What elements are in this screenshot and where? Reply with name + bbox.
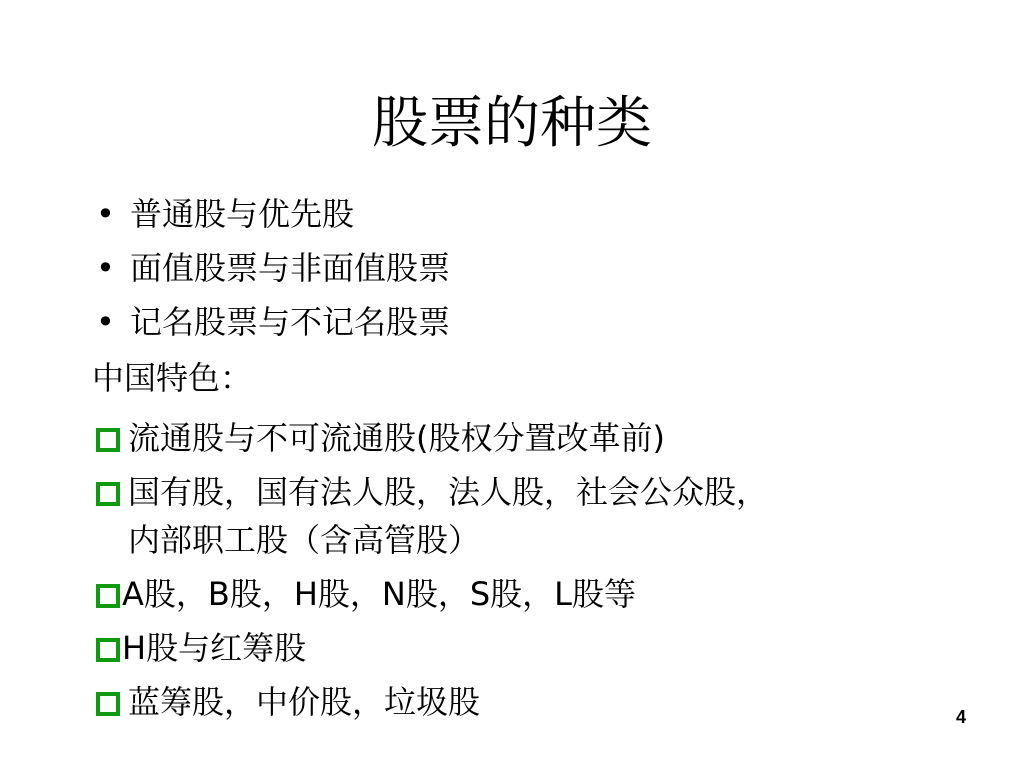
slide-title: 股票的种类 bbox=[372, 91, 652, 156]
square-bullet-text-continuation: 内部职工股（含高管股） bbox=[128, 521, 481, 559]
square-bullet-item bbox=[92, 570, 952, 618]
square-bullet-list bbox=[92, 414, 952, 732]
bullet-text: 记名股票与不记名股票 bbox=[130, 303, 451, 341]
hollow-square-icon bbox=[96, 692, 120, 716]
hollow-square-icon bbox=[96, 428, 120, 452]
hollow-square-icon bbox=[96, 638, 120, 662]
bullet-dot-icon: • bbox=[96, 303, 115, 341]
bullet-item bbox=[92, 244, 450, 298]
square-bullet-text: H股与红筹股 bbox=[122, 629, 307, 667]
bullet-item bbox=[92, 190, 450, 244]
section-heading: 中国特色： bbox=[92, 359, 253, 397]
square-bullet-item bbox=[92, 624, 952, 672]
square-bullet-item bbox=[92, 414, 952, 462]
square-bullet-item bbox=[92, 678, 952, 726]
bullet-item bbox=[92, 298, 450, 352]
page-number: 4 bbox=[955, 707, 966, 727]
hollow-square-icon bbox=[96, 584, 120, 608]
hollow-square-icon bbox=[96, 482, 120, 506]
square-bullet-text: A股，B股，H股，N股，S股，L股等 bbox=[122, 575, 636, 613]
bullet-dot-icon: • bbox=[96, 249, 115, 287]
bullet-dot-icon: • bbox=[96, 195, 115, 233]
square-bullet-text: 蓝筹股，中价股，垃圾股 bbox=[128, 683, 481, 721]
square-bullet-item bbox=[92, 468, 952, 564]
bullet-list bbox=[92, 190, 450, 352]
bullet-text: 面值股票与非面值股票 bbox=[130, 249, 451, 287]
square-bullet-text: 国有股，国有法人股，法人股，社会公众股， bbox=[128, 473, 769, 511]
square-bullet-text: 流通股与不可流通股(股权分置改革前) bbox=[128, 419, 665, 457]
bullet-text: 普通股与优先股 bbox=[130, 195, 355, 233]
